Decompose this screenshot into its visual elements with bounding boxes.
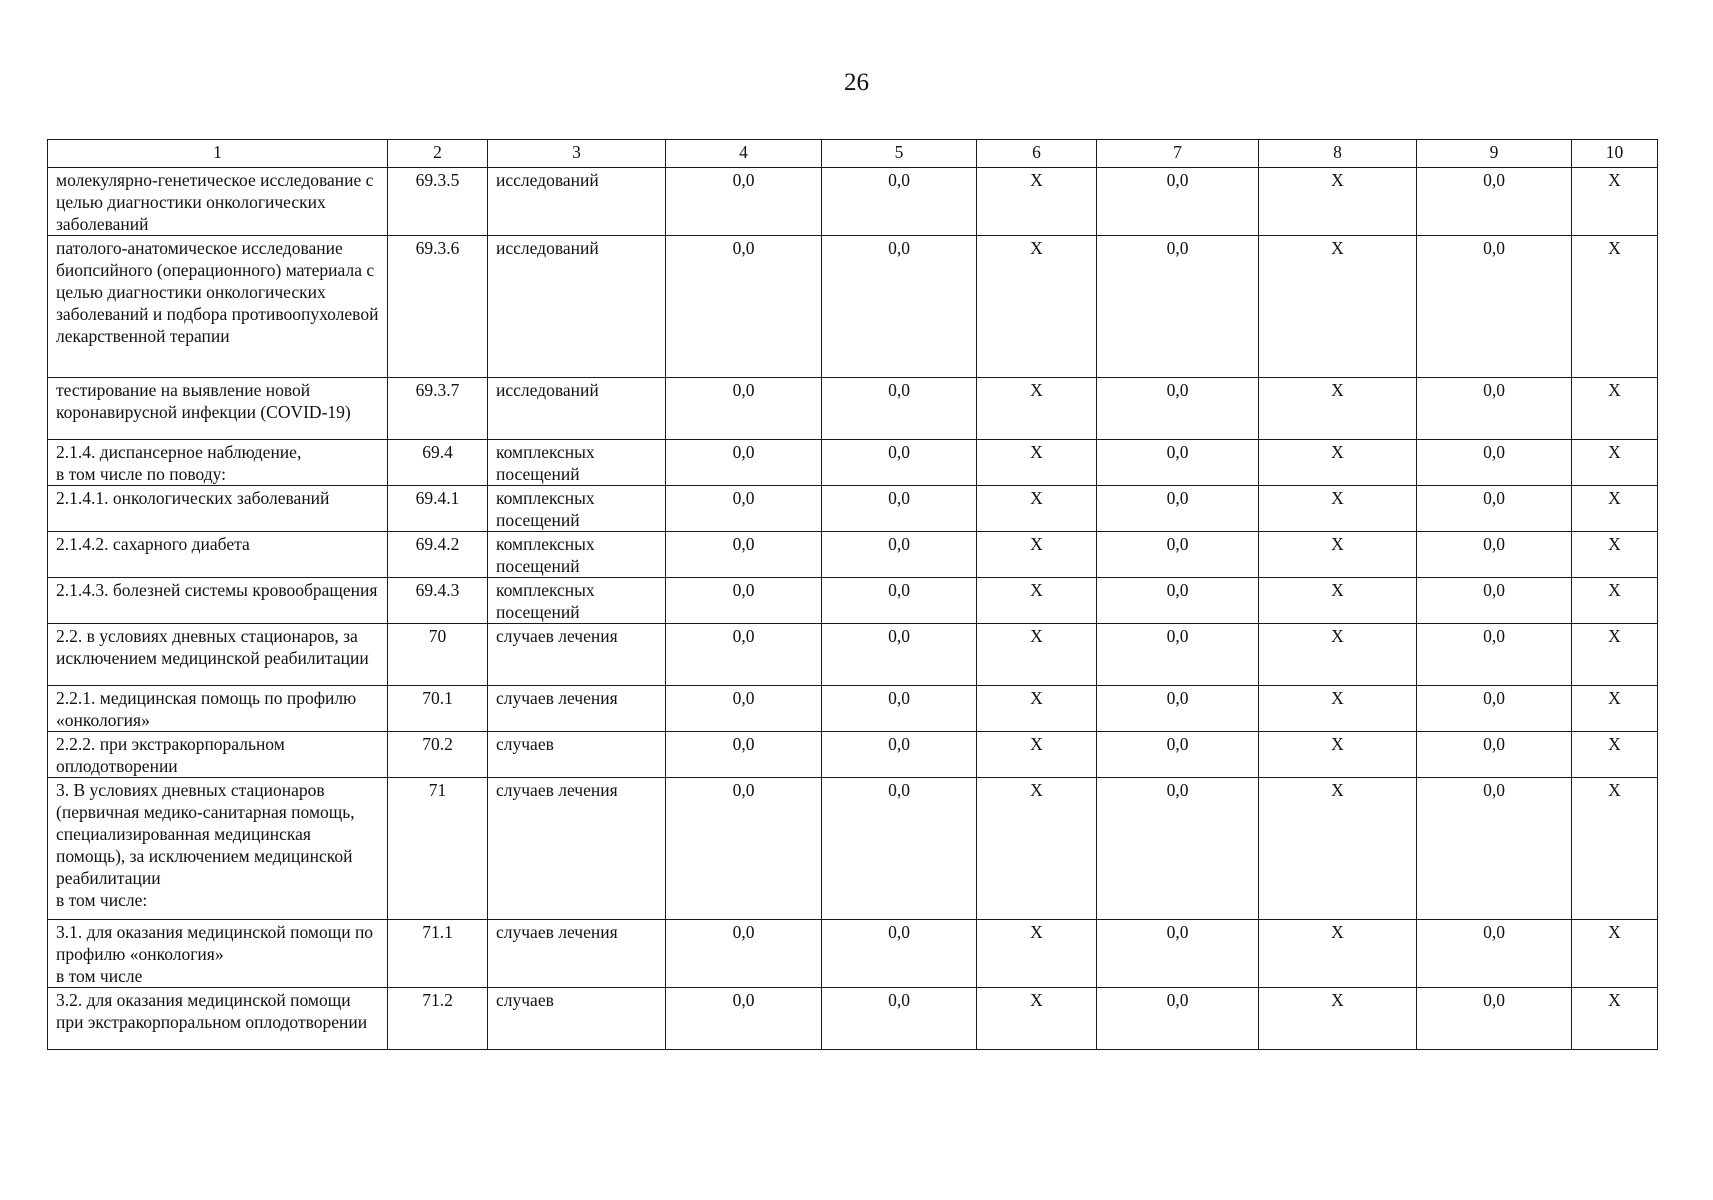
name-cell: 2.2. в условиях дневных стационаров, за исключением медицинской реабилитации <box>48 624 388 686</box>
value-cell-col10: X <box>1572 624 1658 686</box>
unit-cell: исследований <box>488 168 666 236</box>
value-cell-col8: X <box>1259 168 1417 236</box>
column-header: 2 <box>388 140 488 168</box>
value-cell-col9: 0,0 <box>1417 778 1572 920</box>
value-cell-col8: X <box>1259 532 1417 578</box>
unit-cell: комплексных посещений <box>488 486 666 532</box>
value-cell-col7: 0,0 <box>1097 486 1259 532</box>
value-cell-col4: 0,0 <box>666 236 822 378</box>
column-header: 4 <box>666 140 822 168</box>
value-cell-col9: 0,0 <box>1417 168 1572 236</box>
value-cell-col7: 0,0 <box>1097 732 1259 778</box>
value-cell-col9: 0,0 <box>1417 440 1572 486</box>
name-cell: 3.2. для оказания медицинской помощи при экстракорпоральном оплодотворении <box>48 988 388 1050</box>
name-cell: молекулярно-генетическое исследование с целью диагностики онкологических заболеваний <box>48 168 388 236</box>
table-body <box>48 168 1658 1050</box>
value-cell-col5: 0,0 <box>822 486 977 532</box>
value-cell-col5: 0,0 <box>822 378 977 440</box>
value-cell-col7: 0,0 <box>1097 686 1259 732</box>
value-cell-col9: 0,0 <box>1417 686 1572 732</box>
value-cell-col7: 0,0 <box>1097 236 1259 378</box>
value-cell-col8: X <box>1259 732 1417 778</box>
unit-cell: случаев лечения <box>488 778 666 920</box>
name-cell: 2.1.4.1. онкологических заболеваний <box>48 486 388 532</box>
unit-cell: комплексных посещений <box>488 532 666 578</box>
value-cell-col8: X <box>1259 920 1417 988</box>
name-cell: 2.1.4. диспансерное наблюдение, в том числе по поводу: <box>48 440 388 486</box>
value-cell-col10: X <box>1572 778 1658 920</box>
column-header: 7 <box>1097 140 1259 168</box>
unit-cell: случаев лечения <box>488 624 666 686</box>
name-cell: 2.1.4.2. сахарного диабета <box>48 532 388 578</box>
value-cell-col4: 0,0 <box>666 732 822 778</box>
value-cell-col5: 0,0 <box>822 168 977 236</box>
unit-cell: исследований <box>488 236 666 378</box>
column-header: 1 <box>48 140 388 168</box>
value-cell-col5: 0,0 <box>822 686 977 732</box>
value-cell-col6: X <box>977 236 1097 378</box>
value-cell-col5: 0,0 <box>822 988 977 1050</box>
value-cell-col8: X <box>1259 378 1417 440</box>
value-cell-col9: 0,0 <box>1417 236 1572 378</box>
name-cell: патолого-анатомическое исследование биопсийного (операционного) материала с целью диагностики онкологических заболеваний и подбора противоопухолевой лекарственной терапии <box>48 236 388 378</box>
value-cell-col6: X <box>977 486 1097 532</box>
unit-cell: случаев <box>488 988 666 1050</box>
value-cell-col9: 0,0 <box>1417 988 1572 1050</box>
code-cell: 71 <box>388 778 488 920</box>
value-cell-col8: X <box>1259 686 1417 732</box>
unit-cell: исследований <box>488 378 666 440</box>
table-row <box>48 440 1658 486</box>
code-cell: 69.4 <box>388 440 488 486</box>
name-cell: 2.1.4.3. болезней системы кровообращения <box>48 578 388 624</box>
value-cell-col7: 0,0 <box>1097 778 1259 920</box>
column-header: 6 <box>977 140 1097 168</box>
header-row <box>48 140 1658 168</box>
value-cell-col7: 0,0 <box>1097 440 1259 486</box>
value-cell-col6: X <box>977 378 1097 440</box>
value-cell-col5: 0,0 <box>822 778 977 920</box>
value-cell-col5: 0,0 <box>822 578 977 624</box>
value-cell-col7: 0,0 <box>1097 624 1259 686</box>
column-header: 10 <box>1572 140 1658 168</box>
column-header: 8 <box>1259 140 1417 168</box>
value-cell-col7: 0,0 <box>1097 578 1259 624</box>
table-row <box>48 236 1658 378</box>
value-cell-col6: X <box>977 920 1097 988</box>
value-cell-col7: 0,0 <box>1097 988 1259 1050</box>
value-cell-col8: X <box>1259 236 1417 378</box>
value-cell-col4: 0,0 <box>666 920 822 988</box>
column-header: 3 <box>488 140 666 168</box>
code-cell: 69.4.2 <box>388 532 488 578</box>
page-number: 26 <box>844 69 869 96</box>
value-cell-col4: 0,0 <box>666 778 822 920</box>
value-cell-col10: X <box>1572 578 1658 624</box>
value-cell-col10: X <box>1572 236 1658 378</box>
value-cell-col5: 0,0 <box>822 732 977 778</box>
value-cell-col10: X <box>1572 168 1658 236</box>
value-cell-col4: 0,0 <box>666 686 822 732</box>
value-cell-col9: 0,0 <box>1417 624 1572 686</box>
value-cell-col10: X <box>1572 378 1658 440</box>
value-cell-col4: 0,0 <box>666 486 822 532</box>
name-cell: 2.2.2. при экстракорпоральном оплодотворении <box>48 732 388 778</box>
value-cell-col9: 0,0 <box>1417 486 1572 532</box>
code-cell: 70 <box>388 624 488 686</box>
value-cell-col4: 0,0 <box>666 440 822 486</box>
value-cell-col10: X <box>1572 686 1658 732</box>
table-row <box>48 988 1658 1050</box>
code-cell: 69.4.1 <box>388 486 488 532</box>
unit-cell: случаев лечения <box>488 686 666 732</box>
table-row <box>48 686 1658 732</box>
table-row <box>48 920 1658 988</box>
value-cell-col9: 0,0 <box>1417 920 1572 988</box>
value-cell-col6: X <box>977 578 1097 624</box>
table-row <box>48 578 1658 624</box>
value-cell-col4: 0,0 <box>666 624 822 686</box>
value-cell-col5: 0,0 <box>822 532 977 578</box>
code-cell: 69.3.6 <box>388 236 488 378</box>
value-cell-col6: X <box>977 988 1097 1050</box>
value-cell-col10: X <box>1572 732 1658 778</box>
value-cell-col6: X <box>977 686 1097 732</box>
unit-cell: случаев <box>488 732 666 778</box>
code-cell: 70.2 <box>388 732 488 778</box>
value-cell-col4: 0,0 <box>666 988 822 1050</box>
unit-cell: комплексных посещений <box>488 440 666 486</box>
table-row <box>48 486 1658 532</box>
value-cell-col9: 0,0 <box>1417 732 1572 778</box>
value-cell-col6: X <box>977 168 1097 236</box>
value-cell-col8: X <box>1259 486 1417 532</box>
code-cell: 71.2 <box>388 988 488 1050</box>
value-cell-col5: 0,0 <box>822 236 977 378</box>
value-cell-col8: X <box>1259 778 1417 920</box>
value-cell-col5: 0,0 <box>822 624 977 686</box>
value-cell-col7: 0,0 <box>1097 532 1259 578</box>
unit-cell: случаев лечения <box>488 920 666 988</box>
code-cell: 69.4.3 <box>388 578 488 624</box>
table-row <box>48 532 1658 578</box>
column-header: 9 <box>1417 140 1572 168</box>
value-cell-col8: X <box>1259 578 1417 624</box>
value-cell-col9: 0,0 <box>1417 378 1572 440</box>
data-table <box>47 139 1658 1050</box>
table-row <box>48 168 1658 236</box>
value-cell-col4: 0,0 <box>666 578 822 624</box>
value-cell-col7: 0,0 <box>1097 920 1259 988</box>
value-cell-col8: X <box>1259 440 1417 486</box>
name-cell: тестирование на выявление новой коронавирусной инфекции (COVID-19) <box>48 378 388 440</box>
value-cell-col6: X <box>977 532 1097 578</box>
unit-cell: комплексных посещений <box>488 578 666 624</box>
value-cell-col4: 0,0 <box>666 378 822 440</box>
value-cell-col7: 0,0 <box>1097 168 1259 236</box>
name-cell: 2.2.1. медицинская помощь по профилю «онкология» <box>48 686 388 732</box>
code-cell: 71.1 <box>388 920 488 988</box>
column-header: 5 <box>822 140 977 168</box>
value-cell-col5: 0,0 <box>822 440 977 486</box>
value-cell-col10: X <box>1572 486 1658 532</box>
value-cell-col9: 0,0 <box>1417 532 1572 578</box>
table-row <box>48 378 1658 440</box>
value-cell-col6: X <box>977 440 1097 486</box>
value-cell-col10: X <box>1572 532 1658 578</box>
name-cell: 3.1. для оказания медицинской помощи по профилю «онкология» в том числе <box>48 920 388 988</box>
code-cell: 69.3.7 <box>388 378 488 440</box>
value-cell-col10: X <box>1572 440 1658 486</box>
code-cell: 70.1 <box>388 686 488 732</box>
value-cell-col4: 0,0 <box>666 532 822 578</box>
value-cell-col7: 0,0 <box>1097 378 1259 440</box>
value-cell-col9: 0,0 <box>1417 578 1572 624</box>
value-cell-col10: X <box>1572 988 1658 1050</box>
value-cell-col10: X <box>1572 920 1658 988</box>
table-row <box>48 732 1658 778</box>
value-cell-col6: X <box>977 732 1097 778</box>
value-cell-col6: X <box>977 624 1097 686</box>
code-cell: 69.3.5 <box>388 168 488 236</box>
value-cell-col6: X <box>977 778 1097 920</box>
table-row <box>48 778 1658 920</box>
value-cell-col5: 0,0 <box>822 920 977 988</box>
value-cell-col8: X <box>1259 988 1417 1050</box>
value-cell-col8: X <box>1259 624 1417 686</box>
table-row <box>48 624 1658 686</box>
value-cell-col4: 0,0 <box>666 168 822 236</box>
name-cell: 3. В условиях дневных стационаров (первичная медико-санитарная помощь, специализированная медицинская помощь), за исключением медицинской реабилитации в том числе: <box>48 778 388 920</box>
